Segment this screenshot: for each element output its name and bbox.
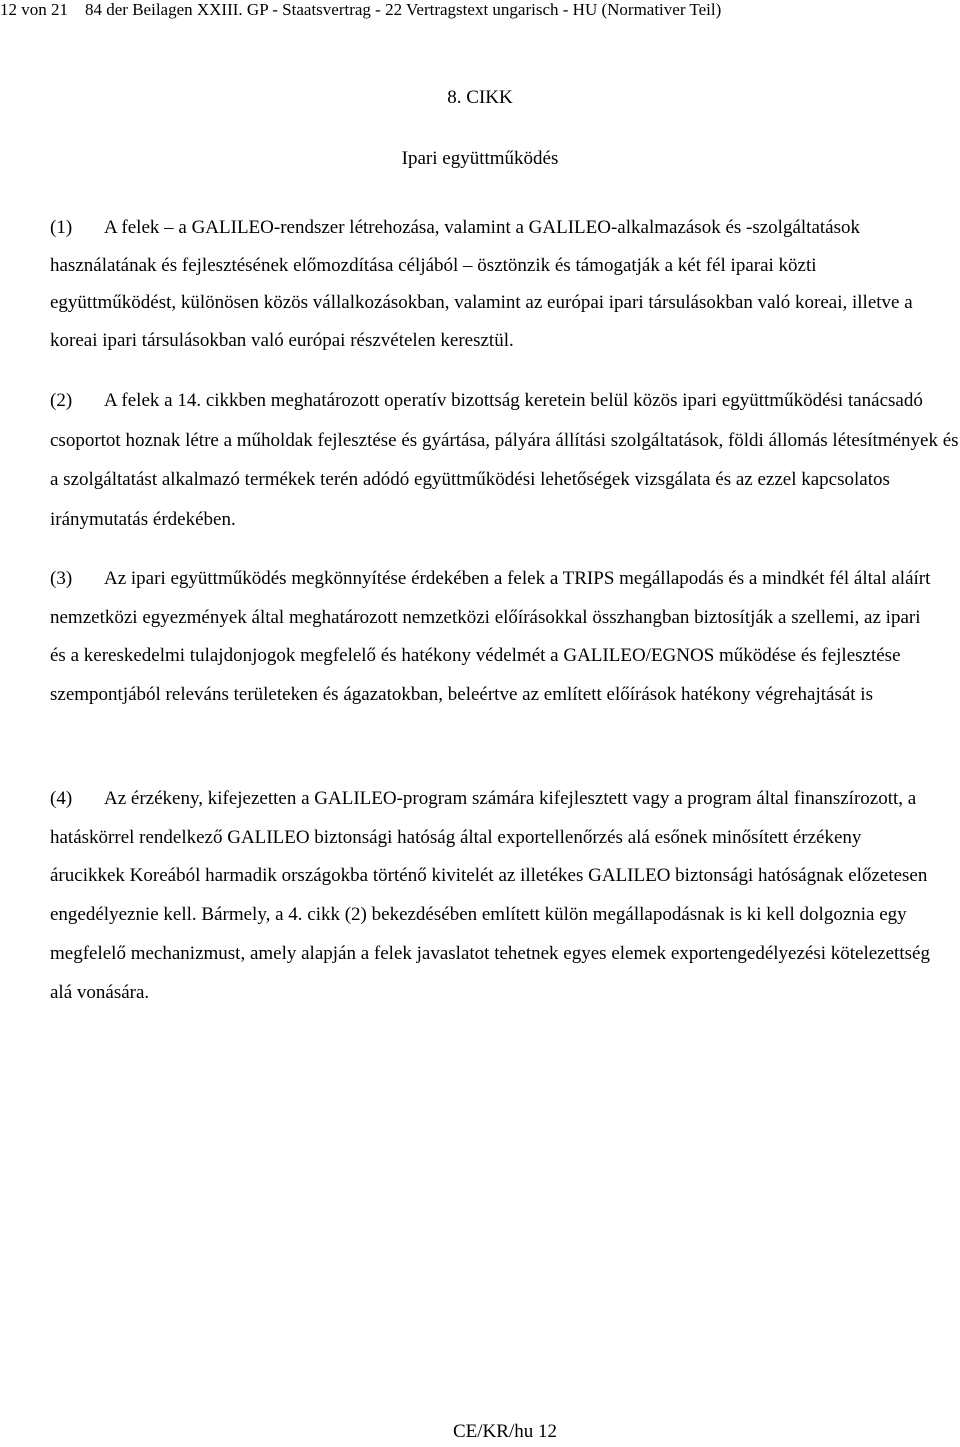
paragraph-4 — [50, 780, 940, 1012]
paragraph-3 — [50, 560, 940, 714]
page-header — [0, 0, 960, 22]
page-footer-reference: CE/KR/hu 12 — [453, 1421, 557, 1442]
paragraph-number: (1) — [50, 217, 73, 238]
article-number: 8. CIKK — [447, 87, 513, 108]
paragraph-1 — [50, 209, 940, 359]
paragraph-2 — [50, 381, 960, 539]
paragraph-text: A felek a 14. cikkben meghatározott operatív bizottság keretein belül közös ipari együttműködési tanácsadó csoportot hoznak létre a műholdak fejlesztése és gyártása, pályára állítási szolgáltatások, földi állomás létesítmények és a szolgáltatást alkalmazó termékek terén adódó együttműködési lehetőségek vizsgálata és az ezzel kapcsolatos iránymutatás érdekében. — [50, 390, 959, 530]
paragraph-number: (3) — [50, 568, 73, 589]
document-title: 84 der Beilagen XXIII. GP - Staatsvertrag - 22 Vertragstext ungarisch - HU (Normativer Teil) — [85, 0, 722, 19]
paragraph-text: A felek – a GALILEO-rendszer létrehozása, valamint a GALILEO-alkalmazások és -szolgáltatások használatának és fejlesztésének előmozdítása céljából – ösztönzik és támogatják a két fél iparai közti együttműködést, különösen közös vállalkozásokban, valamint az európai ipari társulásokban való koreai, illetve a koreai ipari társulásokban való európai részvételen keresztül. — [50, 217, 913, 351]
paragraph-number: (2) — [50, 390, 73, 411]
paragraph-text: Az ipari együttműködés megkönnyítése érdekében a felek a TRIPS megállapodás és a mindkét fél által aláírt nemzetközi egyezmények által meghatározott nemzetközi előírásokkal összhangban biztosítják a szellemi, az ipari és a kereskedelmi tulajdonjogok megfelelő és hatékony védelmét a GALILEO/EGNOS működése és fejlesztése szempontjából releváns területeken és ágazatokban, beleértve az említett előírások hatékony végrehajtását is — [50, 568, 931, 705]
paragraph-number: (4) — [50, 788, 73, 809]
paragraph-text: Az érzékeny, kifejezetten a GALILEO-program számára kifejlesztett vagy a program által finanszírozott, a hatáskörrel rendelkező GALILEO biztonsági hatóság által exportellenőrzés alá esőnek minősített érzékeny árucikkek Koreából harmadik országokba történő kivitelét az illetékes GALILEO biztonsági hatóságnak előzetesen engedélyeznie kell. Bármely, a 4. cikk (2) bekezdésében említett külön megállapodásnak is ki kell dolgoznia egy megfelelő mechanizmust, amely alapján a felek javaslatot tehetnek egyes elemek exportengedélyezési kötelezettség alá vonására. — [50, 788, 930, 1003]
article-title: Ipari együttműködés — [401, 148, 559, 169]
page-number: 12 von 21 — [0, 0, 68, 19]
